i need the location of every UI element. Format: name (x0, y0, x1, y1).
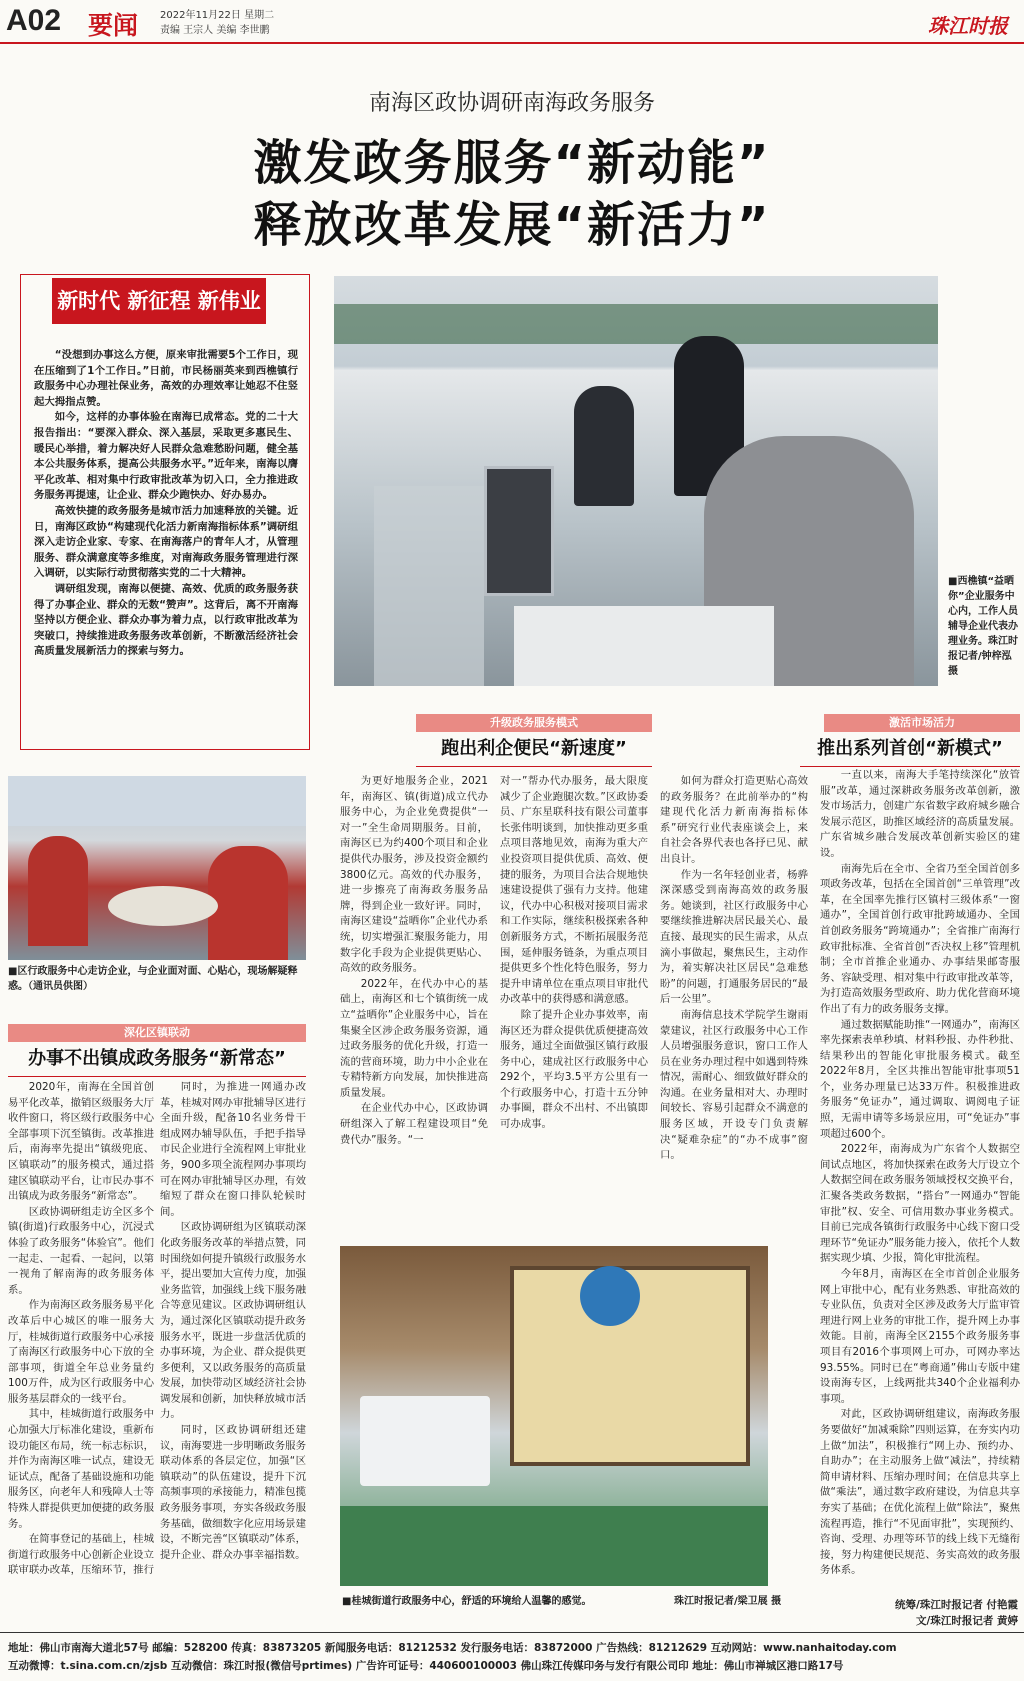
paragraph: 2022年，在代办中心的基础上，南海区和七个镇街统一成立“益晒你”企业服务中心，旨在集聚全区涉企政务服务资源，通过政务服务的优化升级，打造一流的营商环境，助力中小企业在专精特新方向发展，加快推进高质量发展。 (340, 977, 488, 1099)
headline-line-2: 释放改革发展“新活力” (253, 197, 771, 253)
paragraph: 同时，区政协调研组还建议，南海要进一步明晰政务服务联动体系的各层定位，加强“区镇联动”的队伍建设，提升下沉高频事项的承接能力，精准包揽政务服务事项，夯实各级政务服务基础，做细数字化应用场景建设，不断完善“区镇联动”体系，提升企业、群众办事幸福指数。 (160, 1424, 306, 1561)
paragraph: 通过数据赋能助推“一网通办”，南海区率先探索表单秒填、材料秒报、办件秒批、结果秒出的智能化审批服务模式。截至2022年8月，全区共推出智能审批事项51个，业务办理量已达33万件。积极推进政务服务“免证办”，通过调取、调阅电子证照，无需申请等多场景应用，可“免证办”事项超过600个。 (820, 1018, 1020, 1140)
paragraph: 同时，为推进一网通办改革，桂城对网办审批辅导区进行全面升级，配备10名业务骨干组成网办辅导队伍，手把手指导市民企业进行全流程网上审批业务，900多项全流程网办事项均可在网办审批辅导区办理，有效缩短了群众在窗口排队轮候时间。 (160, 1081, 306, 1218)
text-column (340, 774, 488, 1240)
paragraph: 区政协调研组走访全区多个镇(街道)行政服务中心，沉浸式体验了政务服务“体验官”。他们一起走、一起看、一起问，以第一视角了解南海的政务服务体系。 (8, 1205, 154, 1296)
paragraph: 对此，区政协调研组建议，南海政务服务要做好“加减乘除”四则运算，在夯实内功上做“加法”，积极推行“网上办、预约办、自助办”；在主动服务上做“减法”，持续精简申请材料、压缩办理时间；在信息共享上做“乘法”，通过数字政府建设，为信息共享夯实了基础；在优化流程上做“除法”，聚焦流程再造，推行“不见面审批”，实现预约、咨询、受理、办理等环节的线上线下无缝衔接，努力构建便民规范、务实高效的政务服务体系。 (820, 1408, 1020, 1577)
photo-caption: ■区行政服务中心走访企业，与企业面对面、心贴心，现场解疑释惑。（通讯员供图） (8, 966, 298, 992)
section-name: 要闻 (88, 11, 139, 40)
paragraph: 2020年，南海在全国首创易平化改革，撤销区级服务大厅收件窗口，将区级行政服务中心全部事项下沉至镇街。改革推进后，南海率先提出“镇级兜底、区镇联动”的服务模式，通过搭建区镇联动平台，让市民办事不出镇成为政务服务“新常态”。 (8, 1081, 154, 1203)
photo-caption: ■桂城街道行政服务中心，舒适的环境给人温馨的感觉。 (342, 1596, 592, 1607)
headline-line-1: 激发政务服务“新动能” (253, 135, 771, 191)
text-column (820, 768, 1020, 1588)
page-number: A02 (6, 4, 62, 37)
intro-paragraph: 高效快捷的政务服务是城市活力加速释放的关键。近日，南海区政协“构建现代化活力新南海指标体系”调研组深入走访企业家、专家、在南海落户的青年人才，从管理服务、群众满意度等多维度，对南海政务服务管理进行深入调研，以实际行动贯彻落实党的二十大精神。 (34, 504, 298, 580)
text-column (500, 774, 648, 1240)
text-column (8, 1080, 154, 1580)
photo-credit: 珠江时报记者/梁卫展 摄 (674, 1596, 782, 1607)
paragraph: 区政协调研组为区镇联动深化政务服务改革的举措点赞，同时围绕如何提升镇级行政服务水平，提出要加大宣传力度，加强业务监管，加强线上线下服务融合等意见建议。区政协调研组认为，通过深化区镇联动提升政务服务水平，既进一步盘活优质的办事环境，为企业、群众提供更多便利，又以政务服务的高质量发展，加快带动区域经济社会协调发展和创新，加快释放城市活力。 (160, 1221, 306, 1421)
kicker: 南海区政协调研南海政务服务 (368, 91, 655, 116)
paragraph: 除了提升企业办事效率，南海区还为群众提供优质便捷高效服务，通过全面做强区镇行政服务中心，建成社区行政服务中心292个，平均3.5平方公里有一个行政服务中心，打造十五分钟办事圈，群众不出村、不出镇即可办成事。 (500, 1008, 648, 1131)
paragraph: 在简事登记的基础上，桂城街道行政服务中心创新企业设立联审联办改革，压缩环节，推行 (8, 1533, 154, 1577)
masthead (0, 0, 1024, 44)
paragraph: 如何为群众打造更贴心高效的政务服务？在此前举办的“构建现代化活力新南海指标体系”研究行业代表座谈会上，来自社会各界代表也各抒已见、献出良计。 (660, 775, 808, 865)
paragraph: 南海先后在全市、全省乃至全国首创多项政务改革，包括在全国首创“三单管理”改革，在全国率先推行区镇村三级体系“一窗通办”，全国首创行政审批跨域通办、全国首创政务服务“跨境通办”；全省推广南海行政审批标准、全省首创“否决权上移”管理机制；全市首推企业通办、办事结果邮寄服务、容缺受理、相对集中行政审批改革等，为打造高效服务型政府、助力优化营商环境作出了有力的政务服务支撑。 (820, 862, 1020, 1015)
paragraph: 对一”帮办代办服务，最大限度减少了企业跑腿次数。”区政协委员、广东星联科技有限公司董事长张伟明谈到，加快推动更多重点项目落地见效，南海为重大产业投资项目提供优质、高效、便捷的服务，为项目合法合规地快速建设提供了强有力支持。他建议，代办中心积极对接项目需求和工作实际，继续积极探索各种创新服务方式，不断拓展服务范围，延伸服务链条，为重点项目提供更多个性化特色服务，努力提升申请单位在重点项目审批代办改革中的获得感和满意感。 (500, 775, 648, 1006)
footer (0, 1632, 1024, 1681)
paragraph: 作为南海区政务服务易平化改革后中心城区的唯一服务大厅，桂城街道行政服务中心承接了南海区行政服务中心下放的全部事项，街道全年总业务量约100万件，成为区行政服务中心服务基层群众的一线平台。 (8, 1299, 154, 1405)
paragraph: 在企业代办中心，区政协调研组深入了解工程建设项目“免费代办”服务。“一 (340, 1102, 488, 1146)
section-title: 办事不出镇成政务服务“新常态” (8, 1044, 306, 1077)
lobby-photo (340, 1246, 768, 1586)
footer-line: 地址：佛山市南海大道北57号 邮编：528200 传真：83873205 新闻服务电话：81212532 发行服务电话：83872000 广告热线：81212629 互动网站：www.nanhaitoday.com (8, 1642, 897, 1654)
paper-logo: 珠江时报 (928, 14, 1008, 38)
footer-line: 互动微博：t.sina.com.cn/zjsb 互动微信：珠江时报(微信号prtimes) 广告许可证号：440600100003 佛山珠江传媒印务与发行有限公司印 地址：佛山市禅城区港口路17号 (8, 1660, 844, 1672)
campaign-badge: 新时代 新征程 新伟业 (52, 278, 266, 324)
paragraph: 今年8月，南海区在全市首创企业服务网上审批中心，配有业务熟悉、审批高效的专业队伍，负责对全区涉及政务大厅监审管理进行网上业务的审批工作，提升网上办事效能。目前，南海全区2155个政务服务事项目有2016个事项网上可办，可网办率达93.55%。同时已在“粤商通”佛山专版中建设南海专区，上线两批共340个企业福利办事项。 (820, 1268, 1020, 1405)
intro-paragraph: 如今，这样的办事体验在南海已成常态。党的二十大报告指出：“要深入群众、深入基层，采取更多惠民生、暖民心举措，着力解决好人民群众急难愁盼问题，健全基本公共服务体系，提高公共服务水平。”近年来，南海以膺平化改革、相对集中行政审批改革为切入口，全力推进政务服务再提速，让企业、群众少跑快办、好办易办。 (34, 411, 298, 502)
section-title: 跑出利企便民“新速度” (416, 734, 652, 767)
byline-item: 统筹/珠江时报记者 付艳霞 (895, 1599, 1018, 1611)
section-tag: 深化区镇联动 (8, 1024, 306, 1042)
section-tag: 升级政务服务模式 (416, 714, 652, 732)
photo-caption: ■西樵镇“益晒你”企业服务中心内，工作人员辅导企业代表办理业务。珠江时报记者/钟梓泓 摄 (948, 576, 1018, 677)
dateline (160, 8, 274, 38)
meeting-photo (8, 776, 306, 960)
intro-paragraph: 调研组发现，南海以便捷、高效、优质的政务服务获得了办事企业、群众的无数“赞声”。这背后，离不开南海坚持以方便企业、群众办事为着力点，以行政审批改革为突破口，持续推进政务服务改革创新，不断激活经济社会高质量发展新活力的探索与努力。 (34, 582, 298, 658)
paragraph: 2022年，南海成为广东省个人数据空间试点地区，将加快探索在政务大厅设立个人数据空间在政务服务领域授权交换平台，汇聚各类政务数据，“搭台”一网通办“智能审批”权、安全、可信用数办事业务模式。目前已完成各镇街行政服务中心线下窗口受理环节“免证办”服务能力接入，依托个人数据实现少填、少报，简化审批流程。 (820, 1143, 1020, 1265)
paragraph: 其中，桂城街道行政服务中心加强大厅标准化建设，重新布设功能区布局，统一标志标识，并作为南海区唯一试点，建设无证试点，配备了基础设施和功能服务区，向老年人和残障人士等特殊人群提供更加便捷的政务服务。 (8, 1408, 154, 1530)
section-tag: 激活市场活力 (824, 714, 1020, 732)
byline (860, 1597, 1018, 1629)
text-column (160, 1080, 306, 1580)
paragraph: 为更好地服务企业，2021年，南海区、镇(街道)成立代办服务中心，为企业免费提供“一对一”全生命周期服务。目前，南海区已为约400个项目和企业提供代办服务，涉及投资金额约3800亿元。高效的代办服务，进一步擦亮了南海政务服务品牌，得到企业一致好评。同时，南海区建设“益晒你”企业代办系统，切实增强汇聚服务能力，用数字化手段为企业提供更贴心、高效的政务服务。 (340, 775, 488, 975)
service-hall-photo (334, 276, 938, 686)
section-title: 推出系列首创“新模式” (800, 734, 1020, 767)
editors: 责编 王宗人 美编 李世鹏 (160, 25, 270, 36)
byline-item: 文/珠江时报记者 黄婷 (916, 1615, 1018, 1627)
intro-text (34, 348, 298, 744)
issue-date: 2022年11月22日 星期二 (160, 10, 275, 21)
intro-paragraph: “没想到办事这么方便，原来审批需要5个工作日，现在压缩到了1个工作日。”日前，市民杨丽英来到西樵镇行政服务中心办理社保业务，高效的办理效率让她忍不住竖起大拇指点赞。 (34, 349, 298, 408)
paragraph: 作为一名年轻创业者，杨骅深深感受到南海高效的政务服务。她谈到，社区行政服务中心要继续推进解决居民最关心、最直接、最现实的民生需求，从点滴小事做起，聚焦民生，主动作为，着实解决社区居民“急难愁盼”的问题，打通服务居民的“最后一公里”。 (660, 868, 808, 1006)
paragraph: 一直以来，南海大手笔持续深化“放管服”改革，通过深耕政务服务改革创新，激发市场活力，创建广东省数字政府城乡融合发展示范区，助推区域经济的高质量发展。广东省城乡融合发展改革创新实验区的建设。 (820, 769, 1020, 859)
text-column (660, 774, 808, 1240)
paragraph: 南海信息技术学院学生谢雨蒙建议，社区行政服务中心工作人员增强服务意识，窗口工作人员在业务办理过程中如遇到特殊情况，需耐心、细致做好群众的沟通。在业务量相对大、办理时间较长、容易引起群众不满意的服务区域，开设专门负责解决“疑难杂症”的“办不成事”窗口。 (660, 1008, 808, 1162)
